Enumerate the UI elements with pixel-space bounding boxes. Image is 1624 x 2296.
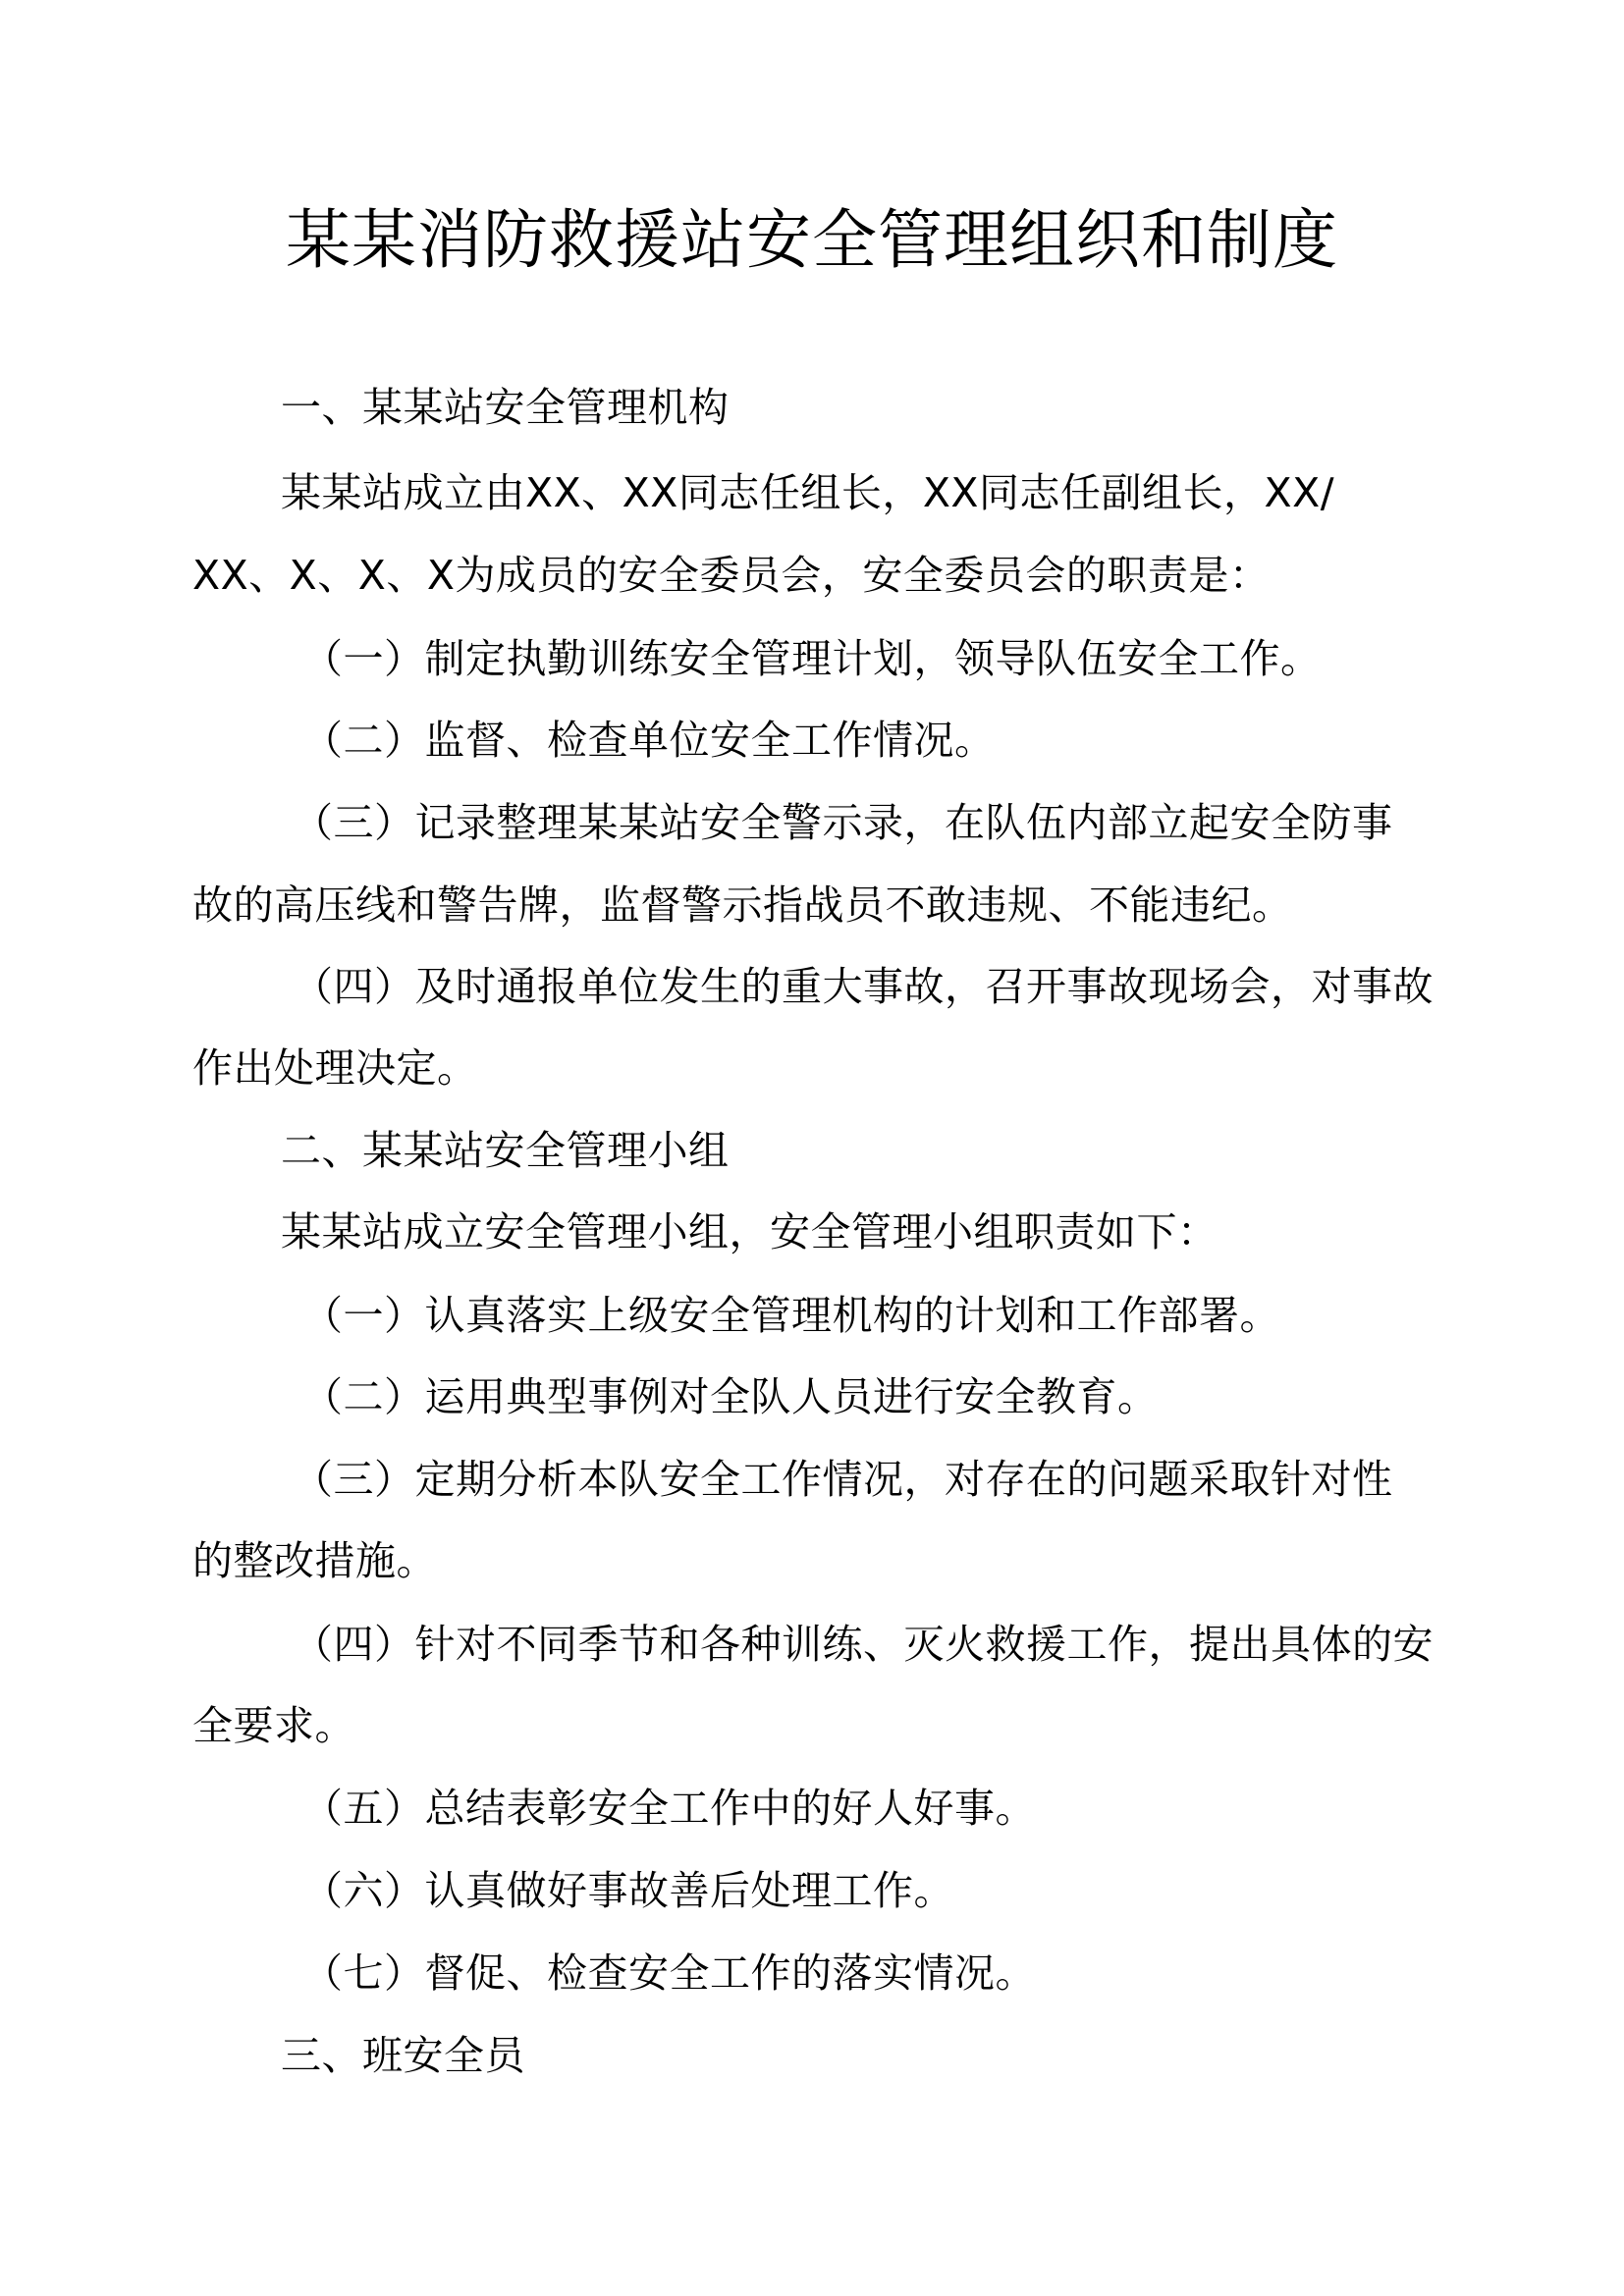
section-heading-3: 三、班安全员	[281, 2032, 525, 2079]
list-item: （三）定期分析本队安全工作情况，对存在的问题采取针对性	[293, 1456, 1393, 1503]
list-item: （四）及时通报单位发生的重大事故，召开事故现场会，对事故	[293, 963, 1434, 1010]
list-item: （二）监督、检查单位安全工作情况。	[302, 717, 996, 764]
list-item: （一）制定执勤训练安全管理计划，领导队伍安全工作。	[302, 635, 1322, 682]
paragraph-line: 故的高压线和警告牌，监督警示指战员不敢违规、不能违纪。	[192, 881, 1293, 929]
list-item: （五）总结表彰安全工作中的好人好事。	[302, 1785, 1036, 1832]
paragraph-line: 全要求。	[192, 1702, 355, 1749]
list-item: （七）督促、检查安全工作的落实情况。	[302, 1949, 1036, 1997]
list-item: （二）运用典型事例对全队人员进行安全教育。	[302, 1373, 1159, 1420]
list-item: （三）记录整理某某站安全警示录，在队伍内部立起安全防事	[293, 799, 1393, 846]
paragraph-line: 某某站成立由XX、XX同志任组长，XX同志任副组长，XX/	[281, 469, 1335, 516]
paragraph-line: 的整改措施。	[192, 1537, 437, 1584]
paragraph-line: 某某站成立安全管理小组，安全管理小组职责如下：	[281, 1208, 1218, 1255]
paragraph-line: XX、X、X、X为成员的安全委员会，安全委员会的职责是：	[192, 552, 1271, 599]
document-title: 某某消防救援站安全管理组织和制度	[286, 202, 1338, 278]
section-heading-1: 一、某某站安全管理机构	[281, 384, 730, 431]
list-item: （一）认真落实上级安全管理机构的计划和工作部署。	[302, 1292, 1280, 1339]
paragraph-line: 作出处理决定。	[192, 1044, 478, 1092]
list-item: （四）针对不同季节和各种训练、灭火救援工作，提出具体的安	[293, 1621, 1434, 1668]
list-item: （六）认真做好事故善后处理工作。	[302, 1867, 954, 1914]
section-heading-2: 二、某某站安全管理小组	[281, 1127, 730, 1174]
